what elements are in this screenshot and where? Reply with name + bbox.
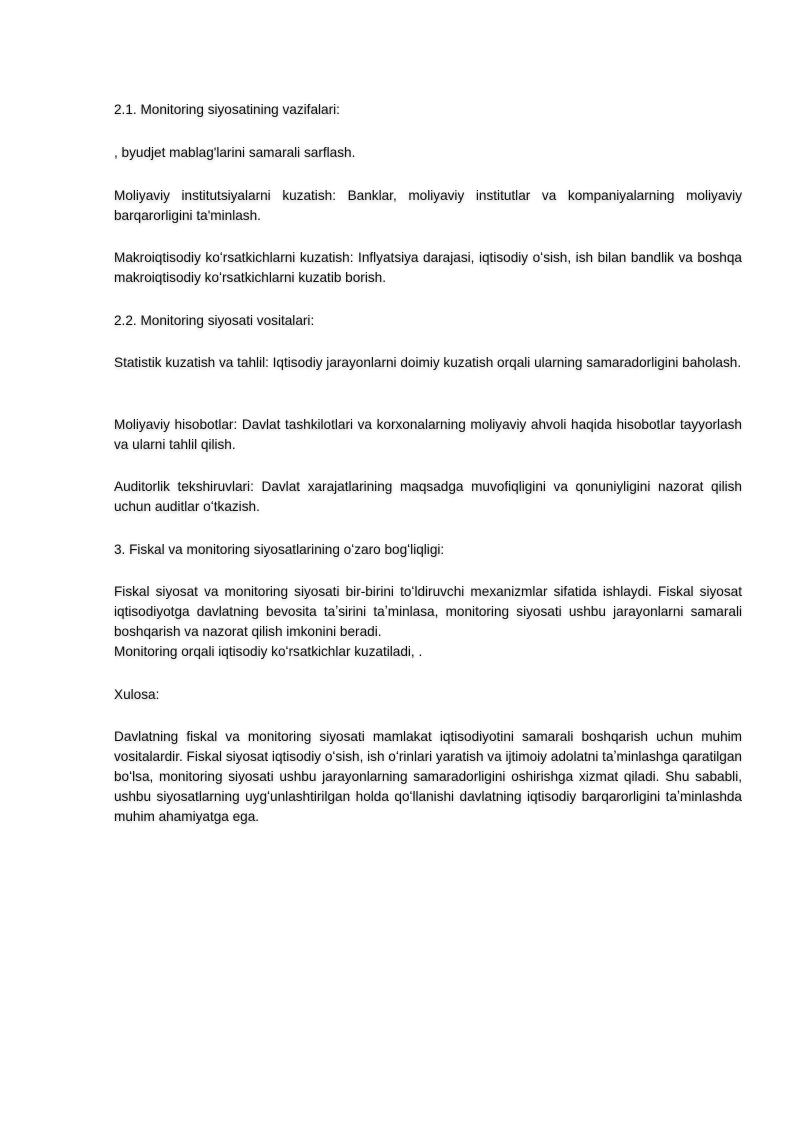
paragraph-macro-indicators: Makroiqtisodiy koʻrsatkichlarni kuzatish: Inflyatsiya darajasi, iqtisodiy oʻsish, ish bilan bandlik va boshqa makroiqtisodiy koʻrsatkichlarni kuzatib borish. xyxy=(114,250,742,285)
paragraph-conclusion: Davlatning fiskal va monitoring siyosati mamlakat iqtisodiyotini samarali boshqarish uchun muhim vositalardir. Fiskal siyosat iqtisodiy oʻsish, ish oʻrinlari yaratish va ijtimoiy adolatni taʼminlashga qaratilgan boʻlsa, monitoring siyosati ushbu jarayonlarning samaradorligini oshirishga xizmat qiladi. Shu sababli, ushbu siyosatlarning uygʻunlashtirilgan holda qoʻllanishi davlatning iqtisodiy barqarorligini taʼminlashda muhim ahamiyatga ega. xyxy=(114,729,742,824)
paragraph-statistics: Statistik kuzatish va tahlil: Iqtisodiy jarayonlarni doimiy kuzatish orqali ularning samaradorligini baholash. xyxy=(114,355,742,370)
paragraph-budget: , byudjet mablag'larini samarali sarflash. xyxy=(114,145,356,160)
paragraph-interrelation-continued: Monitoring orqali iqtisodiy koʻrsatkichlar kuzatiladi, . xyxy=(114,644,423,659)
conclusion-heading: Xulosa: xyxy=(114,687,160,702)
section-heading-3: 3. Fiskal va monitoring siyosatlarining oʻzaro bogʻliqligi: xyxy=(114,542,445,557)
paragraph-audits: Auditorlik tekshiruvlari: Davlat xarajatlarining maqsadga muvofiqligini va qonuniyligini nazorat qilish uchun auditlar oʻtkazish. xyxy=(114,479,742,514)
section-heading-2-1: 2.1. Monitoring siyosatining vazifalari: xyxy=(114,102,340,117)
paragraph-interrelation: Fiskal siyosat va monitoring siyosati bir-birini toʻldiruvchi mexanizmlar sifatida ishlaydi. Fiskal siyosat iqtisodiyotga davlatning bevosita taʼsirini taʼminlasa, monitoring siyosati ushbu jarayonlarni samarali boshqarish va nazorat qilish imkonini beradi. xyxy=(114,584,742,639)
paragraph-financial-institutions: Moliyaviy institutsiyalarni kuzatish: Banklar, moliyaviy institutlar va kompaniyalarning moliyaviy barqarorligini ta'minlash. xyxy=(114,188,742,223)
section-heading-2-2: 2.2. Monitoring siyosati vositalari: xyxy=(114,313,315,328)
paragraph-financial-reports: Moliyaviy hisobotlar: Davlat tashkilotlari va korxonalarning moliyaviy ahvoli haqida hisobotlar tayyorlash va ularni tahlil qilish. xyxy=(114,417,742,452)
